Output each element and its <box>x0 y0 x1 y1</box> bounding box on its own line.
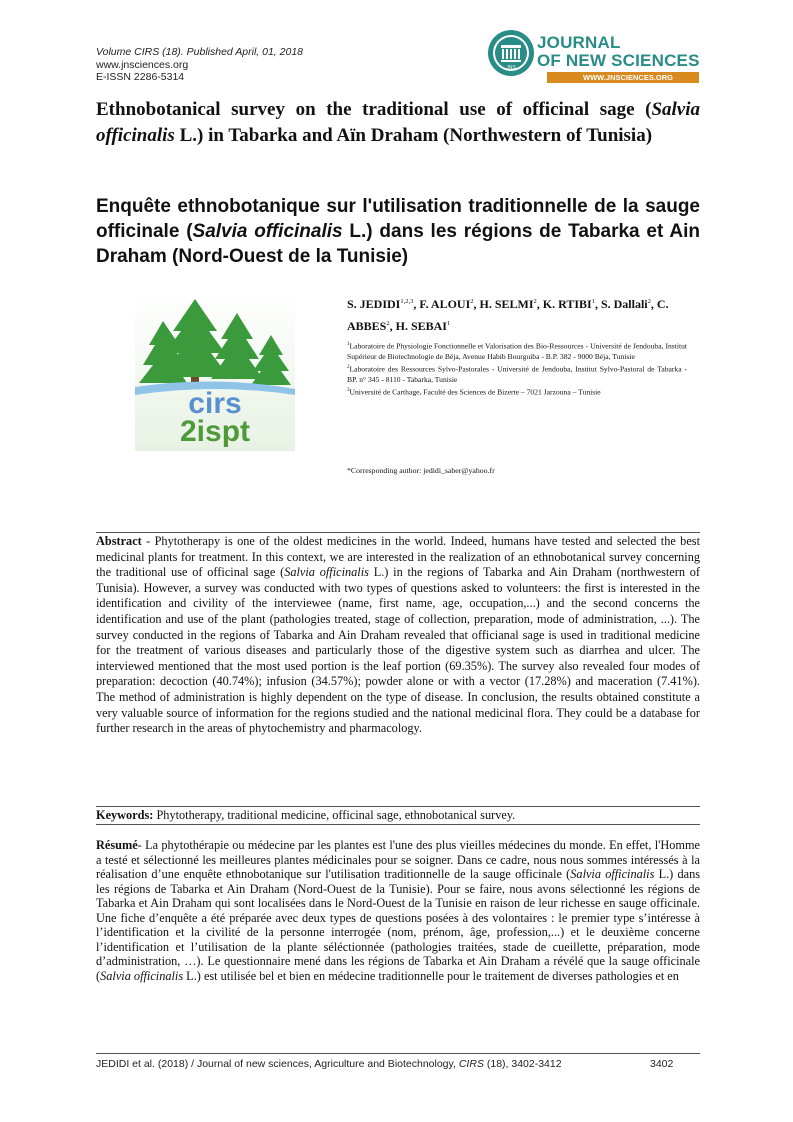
footer-pre: JEDIDI et al. (2018) / Journal of new sciences, Agriculture and Biotechnology, <box>96 1058 459 1070</box>
affiliation-item <box>347 340 687 363</box>
volume-line: Volume CIRS (18). Published April, 01, 2018 <box>96 46 303 58</box>
author-affiliation-mark: 1 <box>591 298 595 305</box>
resume-species-1: Salvia officinalis <box>570 867 655 881</box>
footer-post: (18), 3402-3412 <box>483 1058 562 1070</box>
title-fr-pre: Enquête ethnobotanique sur l'utilisation traditionnelle de la sauge officinale ( <box>96 196 700 242</box>
abstract-section <box>96 532 700 737</box>
corresponding-author: *Corresponding author: jedidi_saber@yahoo.fr <box>347 466 495 475</box>
abstract-species: Salvia officinalis <box>284 565 369 580</box>
affiliation-number: 1 <box>347 342 350 347</box>
author-separator: , <box>413 297 420 311</box>
journal-url: WWW.JNSCIENCES.ORG <box>583 73 674 82</box>
journal-name-line1: JOURNAL <box>537 33 621 52</box>
author-name: S. JEDIDI <box>347 297 401 311</box>
resume-text-2: L.) dans les régions de Tabarka et Ain Draham (Nord-Ouest de la Tunisie). Pour se faire, nous avons sélectionné les régions de Tabarka et Ain Draham qui sont localisées dans le Nord-Ouest de la Tunisie en raison de leur richesse en sauge officinale. Une fiche d’enquête a été préparée avec deux types de questions posées à des volontaires : le premier type s’intéresse à l’identification et la civilité de la personne interrogée (nom, prénom, âge, profession,...) et le deuxième concerne l’identification et l’utilisation de la plante séléctionnée (pathologies traitées, stade de cueillette, préparation, mode d’administration, …). Le questionnaire mené dans les régions de Tabarka et Ain Draham a révélé que la sauge officinale ( <box>96 867 700 983</box>
journal-name-line2: OF NEW SCIENCES <box>537 51 700 70</box>
affiliation-text: Laboratoire des Ressources Sylvo-Pastorales - Université de Jendouba, Institut Sylvo-Pastoral de Tabarka - BP. n° 345 - 8110 - Tabarka, Tunisie <box>347 364 687 385</box>
author-name: C. ABBES <box>347 297 669 333</box>
emblem-text: JNS <box>506 65 516 71</box>
article-title-english <box>96 97 700 149</box>
resume-section <box>96 838 700 983</box>
journal-emblem-icon <box>487 29 535 77</box>
resume-label: Résumé <box>96 838 138 852</box>
page-number: 3402 <box>650 1058 674 1070</box>
author-affiliation-mark: 1 <box>446 320 451 327</box>
author-name: F. ALOUI <box>419 297 471 311</box>
affiliation-number: 3 <box>347 387 350 393</box>
article-title-french <box>96 194 700 269</box>
author-list <box>347 292 699 336</box>
keywords-text: Phytotherapy, traditional medicine, officinal sage, ethnobotanical survey. <box>153 808 516 822</box>
author-separator: , <box>594 297 601 311</box>
keywords-section <box>96 806 700 825</box>
title-en-post: L.) in Tabarka and Aïn Draham (Northwestern of Tunisia) <box>174 125 653 146</box>
author-affiliation-mark: 1,2,3 <box>400 298 414 305</box>
author-name: H. SEBAI <box>395 319 447 333</box>
author-name: K. RTIBI <box>542 297 592 311</box>
ispt-text: 2ispt <box>179 415 251 448</box>
author-separator: , <box>650 297 657 311</box>
footer-citation <box>96 1058 562 1070</box>
author-affiliation-mark: 2 <box>647 298 651 305</box>
affiliation-item <box>347 386 687 398</box>
keywords-label: Keywords: <box>96 808 154 822</box>
affiliation-item <box>347 363 687 386</box>
author-affiliation-mark: 2 <box>533 298 537 305</box>
journal-logo <box>487 27 702 87</box>
affiliation-text: Université de Carthage, Faculté des Sciences de Bizerte – 7021 Jarzouna – Tunisie <box>349 387 601 397</box>
affiliation-number: 2 <box>347 364 350 370</box>
journal-header-meta <box>96 46 303 84</box>
author-affiliation-mark: 2 <box>386 320 390 327</box>
title-fr-post: L.) dans les régions de Tabarka et Ain Draham (Nord-Ouest de la Tunisie) <box>96 221 700 267</box>
title-en-species: Salvia officinalis <box>96 99 700 146</box>
cirs-text: cirs <box>188 387 242 420</box>
abstract-label: Abstract <box>96 534 142 548</box>
footer-italic: CIRS <box>458 1058 484 1070</box>
affiliation-text: Laboratoire de Physiologie Fonctionnelle et Valorisation des Bio-Ressources - Université de Jendouba, Institut Supérieur de Biotechnologie de Béja, Avenue Habib Bourguiba - B.P. 382 - 9000 Béja, Tunisie <box>347 341 687 362</box>
author-affiliation-mark: 2 <box>470 298 474 305</box>
author-separator: , <box>473 297 480 311</box>
website-line: www.jnsciences.org <box>96 58 189 71</box>
title-fr-species: Salvia officinalis <box>192 221 343 242</box>
author-name: S. Dallali <box>600 297 648 311</box>
resume-species-2: Salvia officinalis <box>100 968 184 983</box>
resume-text-1: - La phytothérapie ou médecine par les plantes est l'une des plus vieilles médecines du monde. En effet, l'Homme a testé et sélectionné les meilleures plantes médicinales pour se soigner. Dans ce cadre, nous nous sommes intéressés à la réalisation d’une enquête ethnobotanique sur l'utilisation traditionnelle de la sauge officinale ( <box>96 838 700 881</box>
abstract-text-2: L.) in the regions of Tabarka and Ain Draham (northwestern of Tunisia). However, a survey was conducted with two types of questions asked to volunteers: the first is interested in the identification and civility of the interviewee (name, first name, age, occupation,...) and the second concerns the identification and use of the plant (pathologies treated, stage of collection, preparation, mode of administration, ...). The survey conducted in the regions of Tabarka and Ain Draham revealed that officianal sage is used in traditional medicine for the treatment of various diseases and particularly those of the digestive system such as diarrhea and ulcer. The interviewed mentioned that the most used portion is the leaf portion (69.35%). The survey also revealed four modes of preparation: decoction (40.74%); infusion (34.57%); powder alone or with a vector (17.28%) and maceration (7.41%). The method of administration is highly dependent on the type of disease. In conclusion, the results obtained constitute a very valuable source of information for the regions studied and the national medicinal flora. They could be a database for further research in the areas of phytochemistry and pharmacology. <box>96 565 700 736</box>
title-en-pre: Ethnobotanical survey on the traditional use of officinal sage ( <box>96 99 652 120</box>
author-separator: , <box>536 297 543 311</box>
author-separator: , <box>389 319 396 333</box>
affiliations <box>347 340 687 398</box>
resume-text-3: L.) est utilisée bel et bien en médecine traditionnelle pour le traitement de diverses pathologies et en <box>183 968 679 983</box>
abstract-text-1: - Phytotherapy is one of the oldest medicines in the world. Indeed, humans have tested and selected the best medicinal plants for treatment. In this context, we are interested in the realization of an ethnobotanical survey concerning the traditional use of officinal sage ( <box>96 534 700 580</box>
cirs-2ispt-logo <box>135 291 295 451</box>
author-name: H. SELMI <box>479 297 534 311</box>
footer-rule <box>96 1053 700 1054</box>
eissn-line: E-ISSN 2286-5314 <box>96 71 185 83</box>
